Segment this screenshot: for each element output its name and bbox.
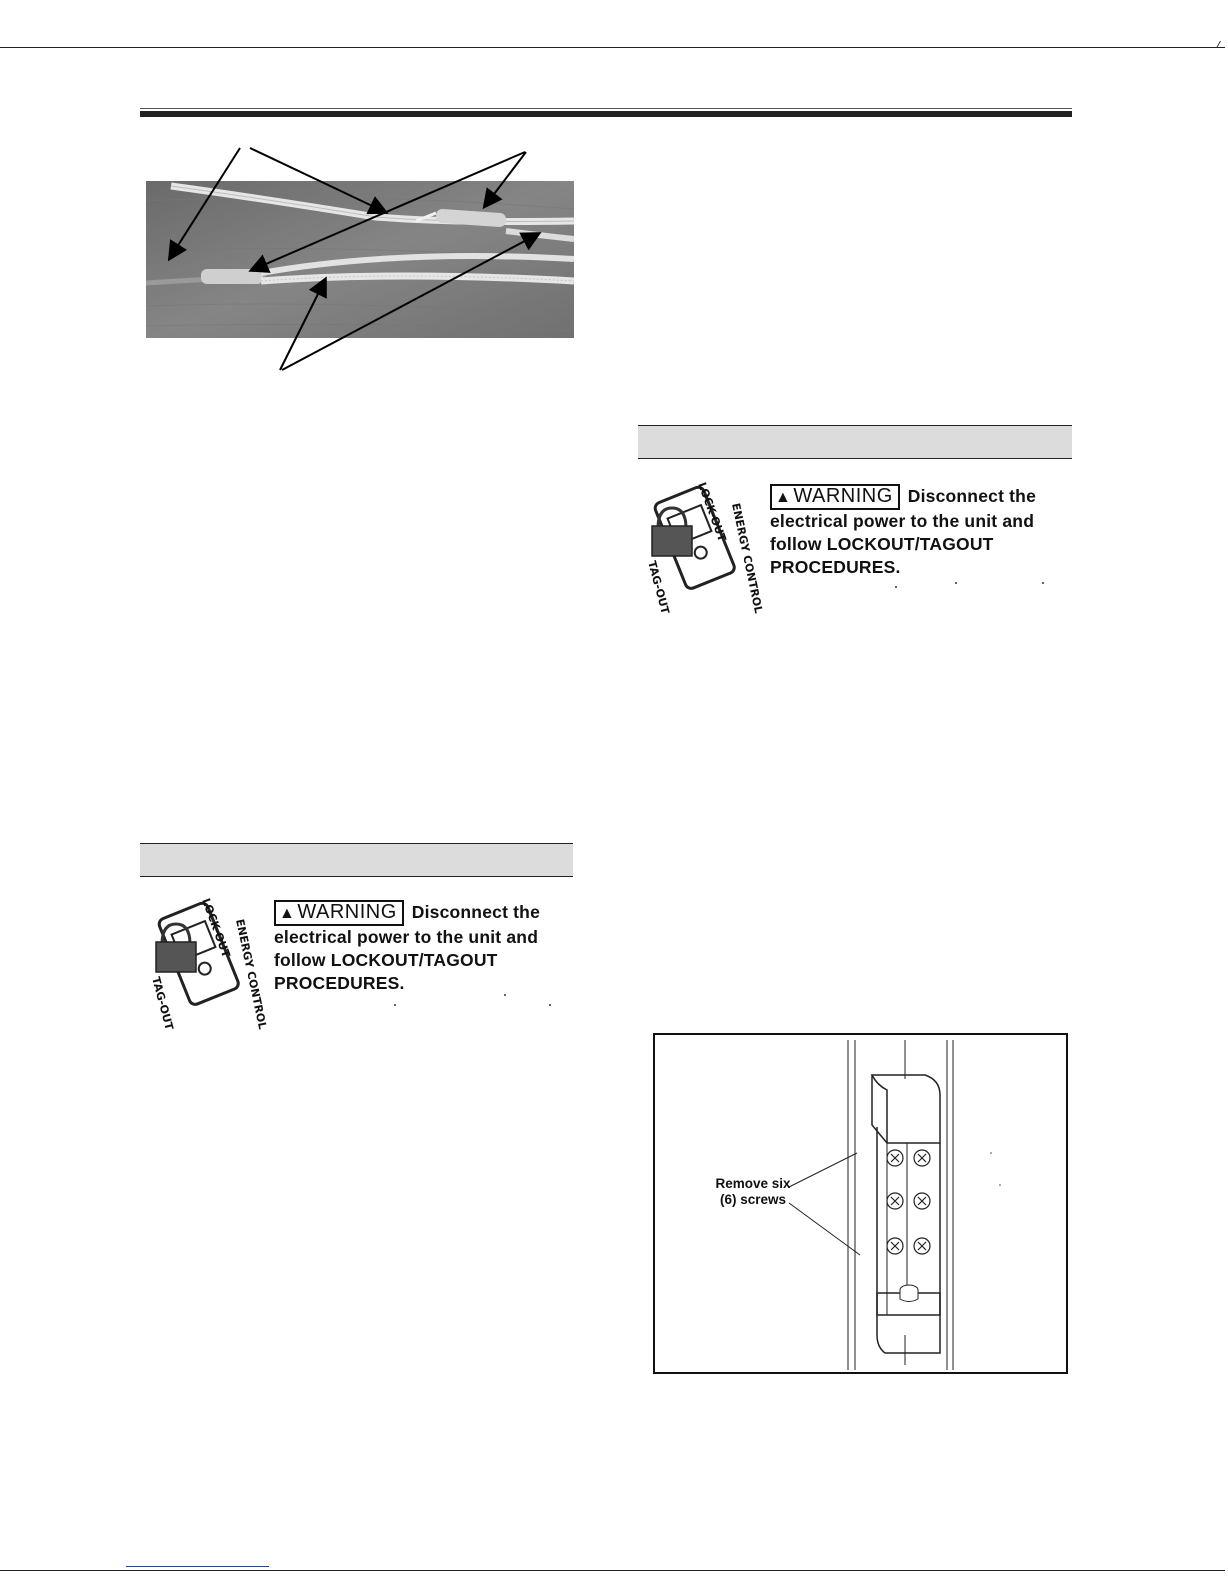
header-rule-thin bbox=[140, 108, 1072, 109]
warning-text-right: ▲ WARNING Disconnect the electrical power to the unit and follow LOCKOUT/TAGOUT PROCEDURES. bbox=[770, 485, 1037, 577]
warning-triangle-icon: ▲ bbox=[775, 489, 792, 506]
lockout-tagout-icon bbox=[144, 886, 270, 1032]
warning-badge: ▲ WARNING bbox=[770, 484, 900, 510]
svg-text:ENERGY CONTROL: ENERGY CONTROL bbox=[729, 501, 766, 615]
svg-text:TAG-OUT: TAG-OUT bbox=[645, 559, 672, 616]
warning-notice-right bbox=[640, 470, 1080, 616]
section-heading-band-right bbox=[638, 425, 1072, 459]
warning-badge: ▲ WARNING bbox=[274, 900, 404, 926]
warning-triangle-icon: ▲ bbox=[279, 905, 296, 922]
header-rule-thick bbox=[140, 111, 1072, 117]
svg-text:LOCK-OUT: LOCK-OUT bbox=[199, 896, 233, 960]
warning-text-left: ▲ WARNING Disconnect the electrical power to the unit and follow LOCKOUT/TAGOUT PROCEDURES. bbox=[274, 901, 541, 993]
lockout-tagout-icon bbox=[640, 470, 766, 616]
warning-notice-left bbox=[144, 886, 584, 1032]
svg-text:TAG-OUT: TAG-OUT bbox=[149, 975, 176, 1032]
section-heading-band-left bbox=[140, 843, 573, 877]
top-rule bbox=[0, 47, 1225, 48]
screws bbox=[887, 1150, 930, 1254]
bottom-rule bbox=[0, 1570, 1225, 1571]
footer-link-underline[interactable] bbox=[126, 1566, 269, 1567]
hinge-callout-label: Remove six (6) screws bbox=[715, 1176, 791, 1207]
svg-text:LOCK-OUT: LOCK-OUT bbox=[695, 480, 729, 544]
svg-text:ENERGY CONTROL: ENERGY CONTROL bbox=[233, 917, 270, 1031]
photo-callout-arrows bbox=[140, 140, 600, 380]
top-rule-tick bbox=[1216, 41, 1228, 48]
hinge-screws-figure bbox=[653, 1033, 1068, 1374]
